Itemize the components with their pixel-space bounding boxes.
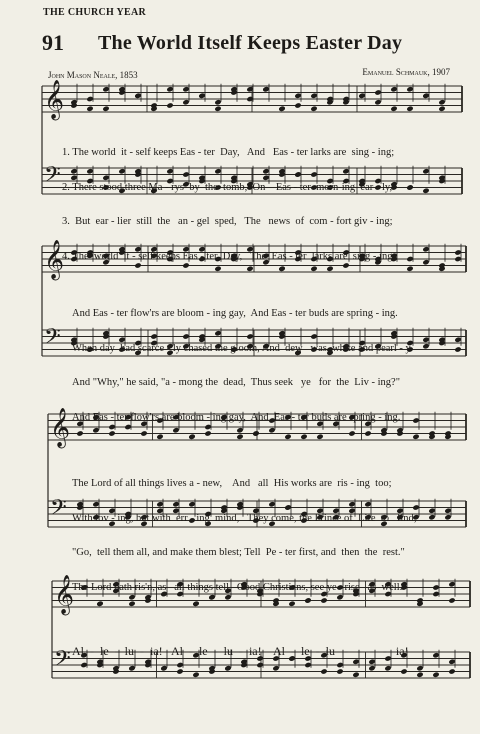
notehead bbox=[416, 665, 423, 671]
notehead bbox=[390, 106, 397, 112]
treble-clef-icon: 𝄞 bbox=[50, 407, 71, 448]
notehead bbox=[102, 106, 109, 112]
notehead bbox=[428, 508, 435, 514]
notehead bbox=[358, 93, 365, 99]
notehead bbox=[214, 106, 221, 112]
treble-clef-icon: 𝄞 bbox=[44, 239, 65, 280]
notehead bbox=[412, 434, 419, 440]
notehead bbox=[422, 343, 429, 349]
notehead bbox=[416, 672, 423, 678]
lyric-line: 2. There stood three Ma - rys by the tomb, On Eas - ter morn-ing ear - ly, bbox=[62, 181, 393, 193]
notehead bbox=[422, 93, 429, 99]
lyric-line: And "Why," he said, "a - mong the dead, Thus seek ye for the Liv - ing?" bbox=[72, 377, 400, 388]
treble-clef-icon: 𝄞 bbox=[54, 574, 75, 615]
lyric-line: And Eas - ter flow'rs are bloom - ing gay, And Eas - ter buds are spring - ing. bbox=[72, 411, 401, 423]
lyrics-system-3 bbox=[72, 455, 417, 605]
lyric-line: "Go, tell them all, and make them blest; Tell Pe - ter first, and then the rest." bbox=[72, 547, 405, 558]
lyrics-system-1 bbox=[62, 124, 395, 274]
notehead bbox=[278, 106, 285, 112]
notehead bbox=[406, 266, 413, 272]
notehead bbox=[166, 102, 173, 108]
notehead bbox=[320, 668, 327, 674]
notehead bbox=[182, 99, 189, 105]
notehead bbox=[374, 89, 381, 95]
lyric-line: When day had scarce - ly chased the gloom, And dew was white and pearl - y. bbox=[72, 342, 413, 354]
notehead bbox=[390, 86, 397, 92]
notehead bbox=[448, 581, 455, 587]
notehead bbox=[336, 668, 343, 674]
notehead bbox=[198, 93, 205, 99]
treble-clef-icon: 𝄞 bbox=[44, 79, 65, 120]
notehead bbox=[246, 86, 253, 92]
notehead bbox=[102, 86, 109, 92]
notehead bbox=[422, 168, 429, 174]
notehead bbox=[86, 106, 93, 112]
lyric-line: Al - le - lu - ia! Al - le - lu - ia! Al - le - lu - - - - ia! bbox=[72, 644, 409, 658]
composer-credit: Emanuel Schmauk, 1907 bbox=[362, 67, 450, 77]
notehead bbox=[406, 86, 413, 92]
bass-clef-icon: 𝄢 bbox=[44, 324, 61, 355]
notehead bbox=[294, 102, 301, 108]
notehead bbox=[448, 659, 455, 665]
notehead bbox=[432, 652, 439, 658]
notehead bbox=[438, 106, 445, 112]
notehead bbox=[310, 106, 317, 112]
lyrics-system-4 bbox=[72, 623, 409, 669]
notehead bbox=[246, 96, 253, 102]
lyric-line: 1. The world it - self keeps Eas - ter Day, And Eas - ter larks are sing - ing; bbox=[62, 147, 395, 158]
notehead bbox=[214, 99, 221, 105]
notehead bbox=[422, 246, 429, 252]
notehead bbox=[438, 99, 445, 105]
notehead bbox=[454, 337, 461, 343]
notehead bbox=[448, 668, 455, 674]
lyric-line: 4. The world it - self keeps Eas - ter Day, The Eas - ter larks are sing - ing; bbox=[62, 250, 396, 262]
notehead bbox=[352, 672, 359, 678]
notehead bbox=[444, 514, 451, 520]
notehead bbox=[432, 584, 439, 590]
notehead bbox=[428, 514, 435, 520]
notehead bbox=[294, 93, 301, 99]
lyric-line: With lov - ing, but with err - ing mind, They come, the Prince of Life to find; bbox=[72, 512, 417, 524]
notehead bbox=[444, 508, 451, 514]
hymn-title: The World Itself Keeps Easter Day bbox=[98, 32, 403, 54]
notehead bbox=[422, 337, 429, 343]
notehead bbox=[374, 99, 381, 105]
bass-clef-icon: 𝄢 bbox=[54, 646, 71, 677]
notehead bbox=[262, 86, 269, 92]
notehead bbox=[182, 86, 189, 92]
bass-clef-icon: 𝄢 bbox=[44, 162, 61, 193]
notehead bbox=[432, 591, 439, 597]
notehead bbox=[448, 597, 455, 603]
hymn-number: 91 bbox=[42, 30, 64, 55]
notehead bbox=[432, 672, 439, 678]
notehead bbox=[454, 346, 461, 352]
section-label: THE CHURCH YEAR bbox=[43, 7, 147, 18]
notehead bbox=[412, 417, 419, 423]
notehead bbox=[454, 256, 461, 262]
lyric-line: And Eas - ter flow'rs are bloom - ing gay, And Eas - ter buds are spring - ing. bbox=[72, 308, 398, 319]
lyric-line: The Lord hath ris'n, as all things tell, Good Christians, see ye rise as well. bbox=[72, 581, 403, 593]
notehead bbox=[422, 259, 429, 265]
notehead bbox=[422, 188, 429, 194]
lyric-line: The Lord of all things lives a - new, And all His works are ris - ing too; bbox=[72, 478, 392, 489]
notehead bbox=[406, 256, 413, 262]
notehead bbox=[400, 668, 407, 674]
notehead bbox=[192, 672, 199, 678]
author-credit: John Mason Neale, 1853 bbox=[48, 70, 138, 80]
bass-clef-icon: 𝄢 bbox=[50, 495, 67, 526]
notehead bbox=[454, 249, 461, 255]
notehead bbox=[310, 93, 317, 99]
notehead bbox=[134, 93, 141, 99]
lyrics-system-2 bbox=[72, 285, 413, 435]
lyric-line: 3. But ear - lier still the an - gel sped, The news of com - fort giv - ing; bbox=[62, 216, 393, 227]
notehead bbox=[406, 106, 413, 112]
notehead bbox=[406, 184, 413, 190]
notehead bbox=[176, 668, 183, 674]
notehead bbox=[86, 96, 93, 102]
notehead bbox=[166, 86, 173, 92]
